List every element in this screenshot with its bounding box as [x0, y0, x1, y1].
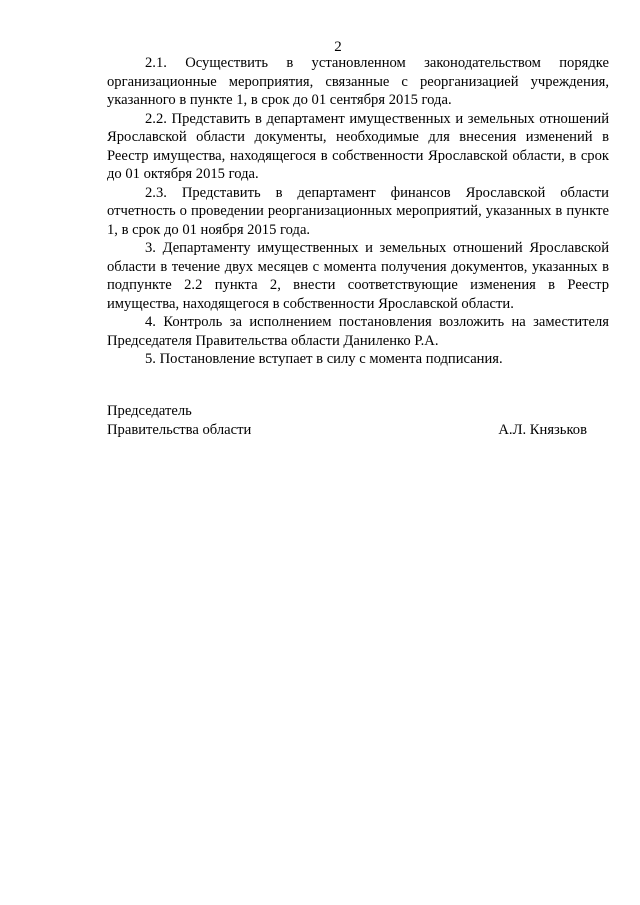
- paragraph-2-3: 2.3. Представить в департамент финансов Ярославской области отчетность о проведении реорганизационных мероприятий, указанных в пункте 1, в срок до 01 ноября 2015 года.: [107, 184, 609, 238]
- paragraph-5: 5. Постановление вступает в силу с момента подписания.: [145, 351, 503, 367]
- paragraph-3: 3. Департаменту имущественных и земельных отношений Ярославской области в течение двух месяцев с момента получения документов, указанных в подпункте 2.2 пункта 2, внести соответствующие изменения в Реестр имущества, находящегося в собственности Ярославской области.: [107, 240, 609, 312]
- paragraph-2-1: 2.1. Осуществить в установленном законодательством порядке организационные мероприятия, связанные с реорганизацией учреждения, указанного в пункте 1, в срок до 01 сентября 2015 года.: [107, 55, 609, 108]
- signatory-title-line2: Правительства области: [107, 421, 252, 438]
- paragraph-4: 4. Контроль за исполнением постановления возложить на заместителя Председателя Правительства области Даниленко Р.А.: [107, 314, 609, 349]
- signature-row: [107, 421, 587, 440]
- paragraph-2-2: 2.2. Представить в департамент имущественных и земельных отношений Ярославской области документы, необходимые для внесения изменений в Реестр имущества, находящегося в собственности Ярославской области, в срок до 01 октября 2015 года.: [107, 110, 609, 182]
- signatory-name: А.Л. Князьков: [498, 421, 587, 438]
- signatory-title-line1: Председатель: [107, 403, 192, 419]
- document-body: [107, 54, 609, 369]
- signature-block: [107, 402, 587, 439]
- page-number: 2: [334, 39, 342, 55]
